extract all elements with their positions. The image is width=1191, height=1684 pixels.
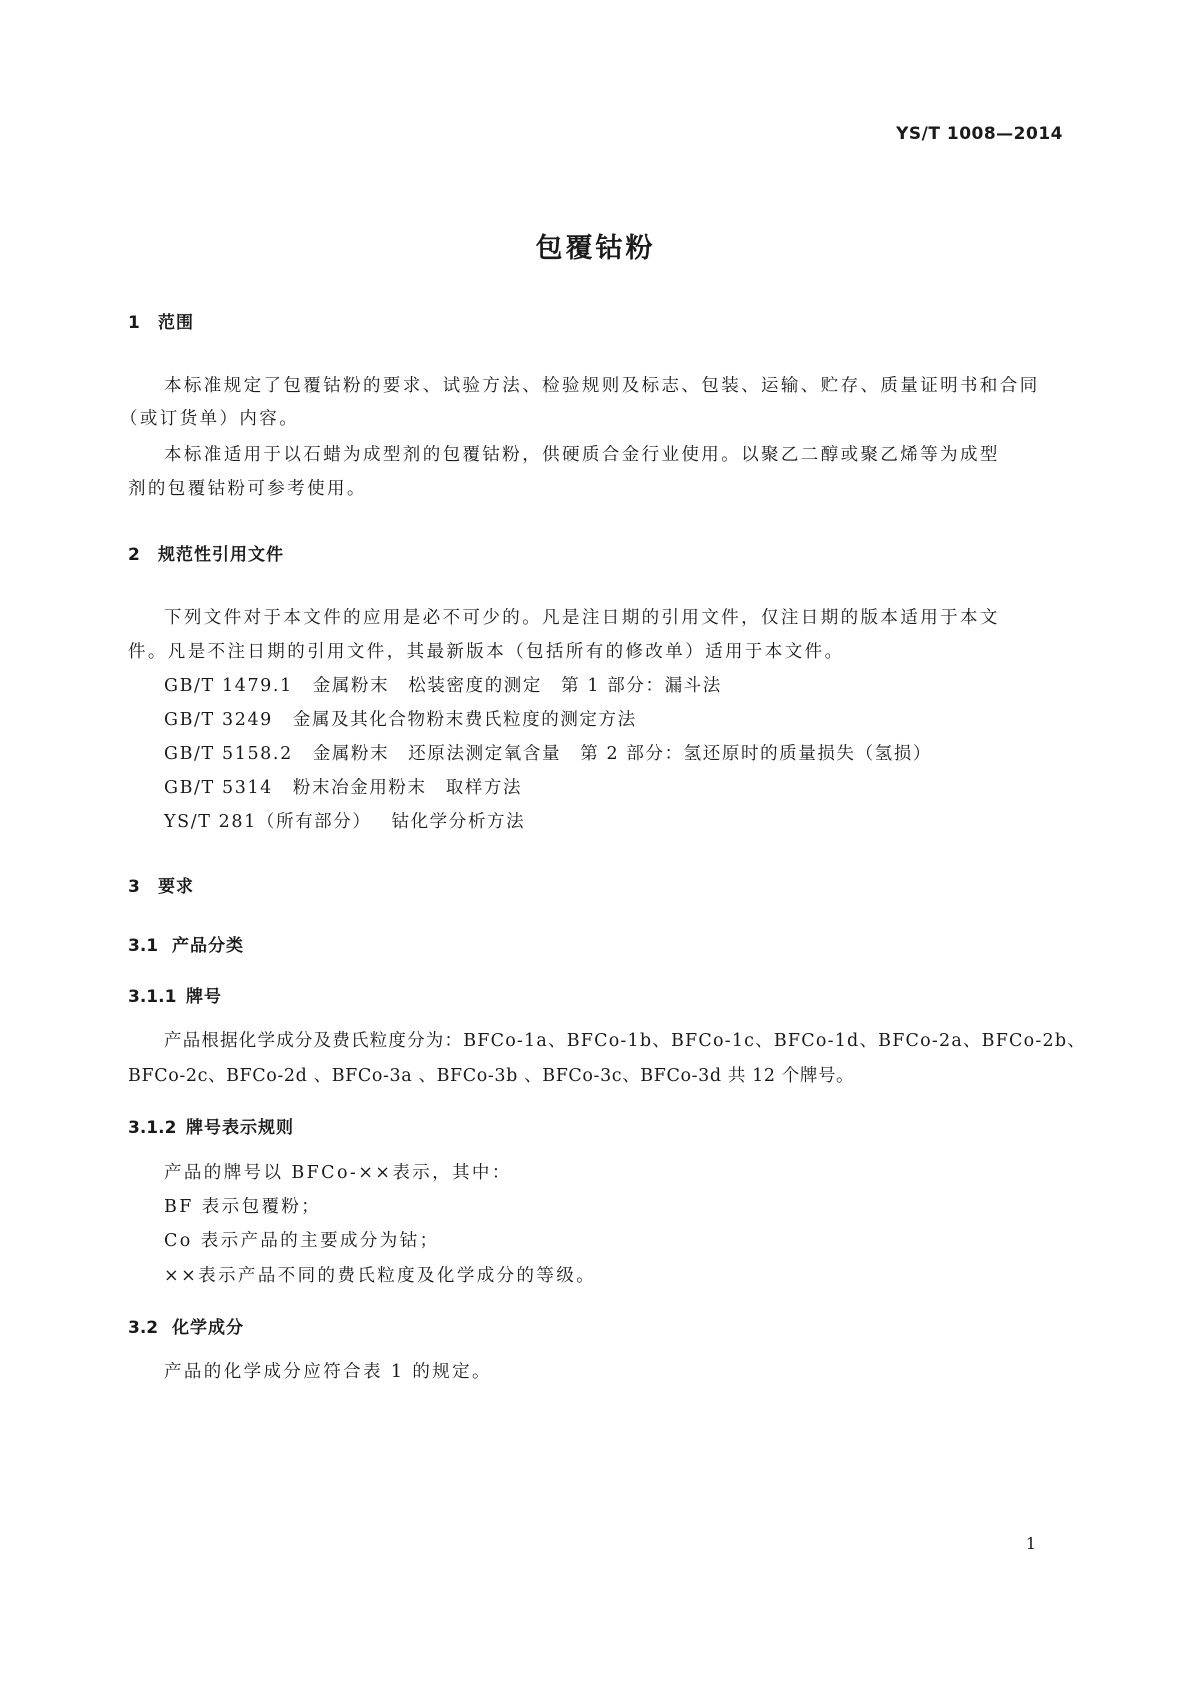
section-number: 3.1.2 — [128, 1118, 177, 1138]
paragraph-line: 产品的化学成分应符合表 1 的规定。 — [164, 1362, 492, 1382]
section-1-heading — [128, 308, 194, 333]
reference-code: YS/T 281（所有部分） — [164, 812, 372, 832]
paragraph-line: 剂的包覆钴粉可参考使用。 — [128, 479, 367, 499]
reference-title: 金属及其化合物粉末费氏粒度的测定方法 — [292, 710, 637, 730]
paragraph-line: BF 表示包覆粉； — [164, 1197, 322, 1217]
subsection-3-1-heading — [128, 931, 244, 956]
section-number: 1 — [128, 313, 140, 333]
section-title: 范围 — [158, 313, 194, 333]
reference-title: 钴化学分析方法 — [391, 812, 526, 832]
reference-code: GB/T 1479.1 — [164, 676, 293, 696]
section-number: 3.1 — [128, 936, 159, 956]
section-title: 规范性引用文件 — [158, 545, 284, 565]
reference-item — [164, 672, 722, 697]
reference-item — [164, 774, 522, 799]
document-title: 包覆钴粉 — [535, 233, 656, 264]
section-title: 产品分类 — [172, 936, 244, 956]
section-2-heading — [128, 540, 284, 565]
reference-title: 金属粉末 松装密度的测定 第 1 部分：漏斗法 — [312, 676, 722, 696]
reference-code: GB/T 5314 — [164, 778, 273, 798]
reference-code: GB/T 5158.2 — [164, 744, 293, 764]
section-title: 化学成分 — [172, 1318, 244, 1338]
section-number: 3 — [128, 877, 140, 897]
section-title: 牌号 — [186, 987, 222, 1007]
section-number: 3.2 — [128, 1318, 159, 1338]
section-title: 要求 — [158, 877, 194, 897]
page-number: 1 — [1025, 1534, 1036, 1553]
paragraph-line: 产品的牌号以 BFCo-××表示，其中： — [164, 1163, 512, 1183]
section-title: 牌号表示规则 — [186, 1118, 294, 1138]
standard-code: YS/T 1008—2014 — [896, 124, 1063, 144]
paragraph-line: 件。凡是不注日期的引用文件，其最新版本（包括所有的修改单）适用于本文件。 — [128, 642, 845, 662]
reference-item — [164, 740, 932, 765]
reference-title: 粉末冶金用粉末 取样方法 — [292, 778, 523, 798]
subsection-3-1-2-heading — [128, 1113, 294, 1138]
subsection-3-1-1-heading — [128, 982, 222, 1007]
paragraph-line: 本标准规定了包覆钴粉的要求、试验方法、检验规则及标志、包装、运输、贮存、质量证明书和合同 — [164, 376, 1040, 396]
reference-item — [164, 808, 525, 833]
section-number: 3.1.1 — [128, 987, 177, 1007]
reference-code: GB/T 3249 — [164, 710, 273, 730]
section-3-heading — [128, 872, 194, 897]
paragraph-line: ××表示产品不同的费氏粒度及化学成分的等级。 — [164, 1266, 597, 1286]
paragraph-line: BFCo-2c、BFCo-2d 、BFCo-3a 、BFCo-3b 、BFCo-3c、BFCo-3d 共 12 个牌号。 — [128, 1066, 855, 1086]
paragraph-line: （或订货单）内容。 — [120, 409, 300, 429]
reference-title: 金属粉末 还原法测定氧含量 第 2 部分：氢还原时的质量损失（氢损） — [312, 744, 932, 764]
reference-item — [164, 706, 637, 731]
subsection-3-2-heading — [128, 1313, 244, 1338]
paragraph-line: 下列文件对于本文件的应用是必不可少的。凡是注日期的引用文件，仅注日期的版本适用于本文 — [164, 608, 1000, 628]
section-number: 2 — [128, 545, 140, 565]
paragraph-line: 本标准适用于以石蜡为成型剂的包覆钴粉，供硬质合金行业使用。以聚乙二醇或聚乙烯等为成型 — [164, 445, 1000, 465]
paragraph-line: Co 表示产品的主要成分为钴； — [164, 1231, 440, 1251]
paragraph-line: 产品根据化学成分及费氏粒度分为：BFCo-1a、BFCo-1b、BFCo-1c、BFCo-1d、BFCo-2a、BFCo-2b、 — [164, 1031, 1086, 1051]
